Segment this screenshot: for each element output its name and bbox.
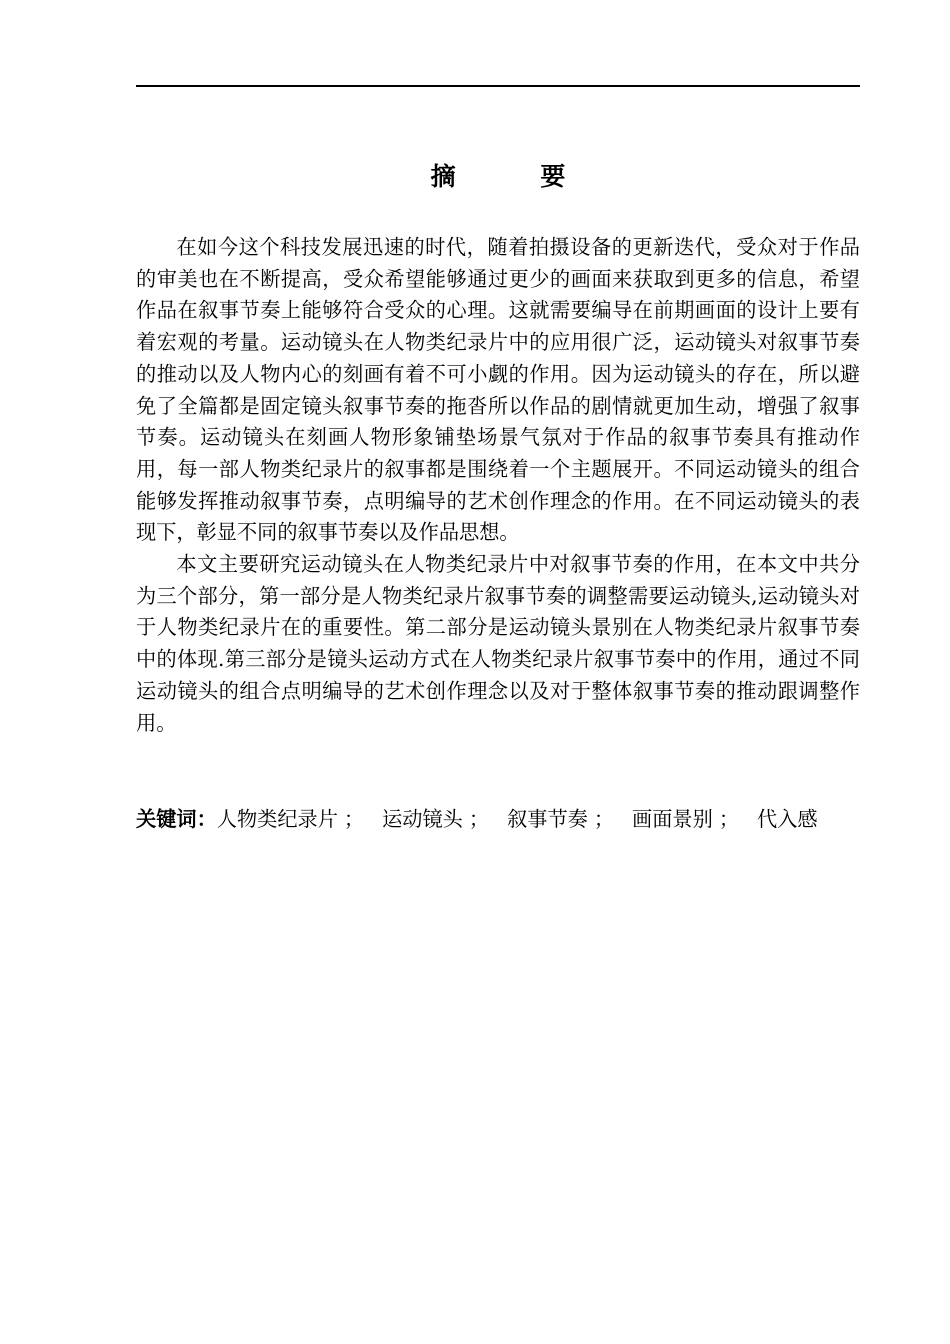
abstract-title: 摘 要 (430, 162, 604, 191)
abstract-body (136, 232, 860, 739)
keywords-line (136, 804, 860, 835)
keyword-separator: ； (343, 807, 365, 831)
abstract-paragraph-2: 本文主要研究运动镜头在人物类纪录片中对叙事节奏的作用，在本文中共分为三个部分，第一部分是人物类纪录片叙事节奏的调整需要运动镜头,运动镜头对于人物类纪录片在的重要性。第二部分是运动镜头景别在人物类纪录片叙事节奏中的体现.第三部分是镜头运动方式在人物类纪录片叙事节奏中的作用，通过不同运动镜头的组合点明编导的艺术创作理念以及对于整体叙事节奏的推动跟调整作用。 (136, 552, 860, 735)
keyword-item: 运动镜头 (382, 807, 463, 831)
keyword-item: 画面景别 (632, 807, 713, 831)
abstract-paragraph-1: 在如今这个科技发展迅速的时代，随着拍摄设备的更新迭代，受众对于作品的审美也在不断提高，受众希望能够通过更少的画面来获取到更多的信息，希望作品在叙事节奏上能够符合受众的心理。这就需要编导在前期画面的设计上要有着宏观的考量。运动镜头在人物类纪录片中的应用很广泛，运动镜头对叙事节奏的推动以及人物内心的刻画有着不可小觑的作用。因为运动镜头的存在，所以避免了全篇都是固定镜头叙事节奏的拖沓所以作品的剧情就更加生动，增强了叙事节奏。运动镜头在刻画人物形象铺垫场景气氛对于作品的叙事节奏具有推动作用，每一部人物类纪录片的叙事都是围绕着一个主题展开。不同运动镜头的组合能够发挥推动叙事节奏，点明编导的艺术创作理念的作用。在不同运动镜头的表现下，彰显不同的叙事节奏以及作品思想。 (136, 235, 860, 545)
keyword-item: 代入感 (757, 807, 818, 831)
keywords-label: 关键词： (136, 807, 217, 831)
keyword-separator: ； (468, 807, 490, 831)
keyword-item: 人物类纪录片 (216, 807, 338, 831)
keyword-separator: ； (593, 807, 615, 831)
keyword-separator: ； (718, 807, 740, 831)
header-rule (136, 85, 860, 87)
keyword-item: 叙事节奏 (507, 807, 588, 831)
